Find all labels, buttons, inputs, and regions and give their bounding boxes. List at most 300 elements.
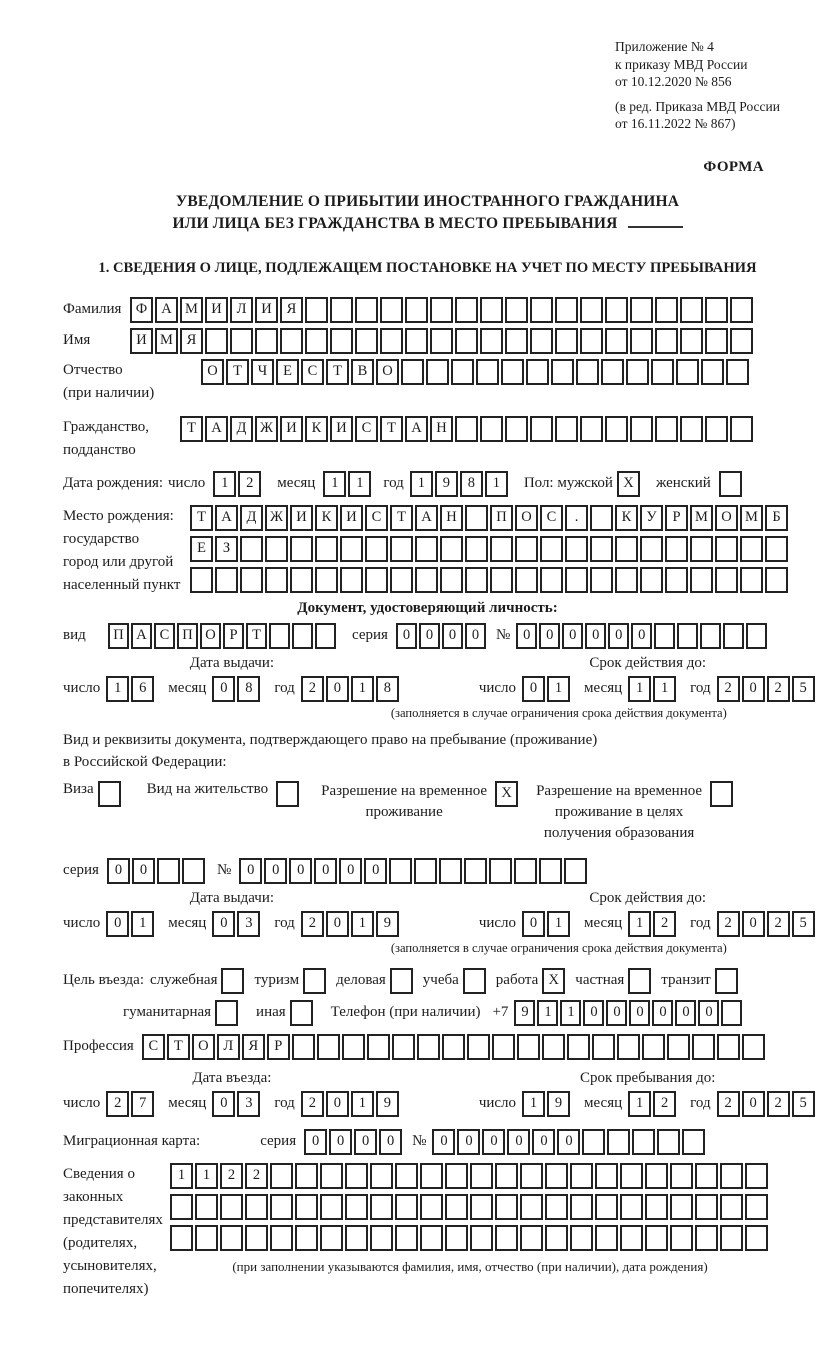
char-cell[interactable]: 0 (557, 1129, 580, 1155)
char-cell[interactable] (680, 328, 703, 354)
char-cell[interactable] (290, 567, 313, 593)
char-cell[interactable] (245, 1194, 268, 1220)
char-cell[interactable]: Я (180, 328, 203, 354)
char-cell[interactable]: Т (167, 1034, 190, 1060)
char-cell[interactable] (290, 536, 313, 562)
char-cell[interactable] (442, 1034, 465, 1060)
char-cell[interactable] (730, 328, 753, 354)
char-cell[interactable] (580, 328, 603, 354)
char-cell[interactable]: 0 (465, 623, 486, 649)
char-cell[interactable]: 0 (539, 623, 560, 649)
char-cell[interactable]: 0 (532, 1129, 555, 1155)
char-cell[interactable]: 1 (537, 1000, 558, 1026)
char-cell[interactable] (726, 359, 749, 385)
char-cell[interactable] (655, 416, 678, 442)
char-cell[interactable]: 0 (354, 1129, 377, 1155)
char-cell[interactable]: 0 (629, 1000, 650, 1026)
char-cell[interactable] (417, 1034, 440, 1060)
char-cell[interactable] (395, 1194, 418, 1220)
char-cell[interactable]: 0 (314, 858, 337, 884)
purpose-other-checkbox[interactable] (290, 1000, 313, 1026)
char-cell[interactable]: 1 (213, 471, 236, 497)
char-cell[interactable] (530, 297, 553, 323)
char-cell[interactable]: 8 (237, 676, 260, 702)
char-cell[interactable] (370, 1194, 393, 1220)
purpose-private-checkbox[interactable] (628, 968, 651, 994)
char-cell[interactable]: З (215, 536, 238, 562)
char-cell[interactable]: О (201, 359, 224, 385)
char-cell[interactable] (720, 1225, 743, 1251)
char-cell[interactable]: 9 (376, 911, 399, 937)
char-cell[interactable]: 0 (742, 1091, 765, 1117)
char-cell[interactable]: И (330, 416, 353, 442)
visa-checkbox[interactable] (98, 781, 121, 807)
char-cell[interactable]: Т (390, 505, 413, 531)
char-cell[interactable] (539, 858, 562, 884)
char-cell[interactable] (345, 1225, 368, 1251)
char-cell[interactable]: 0 (522, 676, 545, 702)
char-cell[interactable] (565, 536, 588, 562)
char-cell[interactable] (420, 1163, 443, 1189)
char-cell[interactable] (451, 359, 474, 385)
char-cell[interactable] (414, 858, 437, 884)
char-cell[interactable]: 0 (631, 623, 652, 649)
char-cell[interactable]: А (215, 505, 238, 531)
char-cell[interactable] (746, 623, 767, 649)
char-cell[interactable] (340, 567, 363, 593)
char-cell[interactable] (615, 536, 638, 562)
char-cell[interactable] (501, 359, 524, 385)
char-cell[interactable]: 1 (628, 676, 651, 702)
char-cell[interactable] (345, 1194, 368, 1220)
char-cell[interactable]: Д (230, 416, 253, 442)
char-cell[interactable]: С (142, 1034, 165, 1060)
char-cell[interactable]: 3 (237, 1091, 260, 1117)
char-cell[interactable]: 1 (547, 676, 570, 702)
residence-permit-checkbox[interactable] (276, 781, 299, 807)
char-cell[interactable] (520, 1194, 543, 1220)
char-cell[interactable] (315, 567, 338, 593)
char-cell[interactable] (170, 1225, 193, 1251)
char-cell[interactable]: 5 (792, 676, 815, 702)
char-cell[interactable]: Р (267, 1034, 290, 1060)
char-cell[interactable]: П (108, 623, 129, 649)
char-cell[interactable] (430, 297, 453, 323)
char-cell[interactable] (617, 1034, 640, 1060)
char-cell[interactable] (640, 567, 663, 593)
char-cell[interactable]: Д (240, 505, 263, 531)
char-cell[interactable]: 2 (717, 1091, 740, 1117)
char-cell[interactable] (670, 1163, 693, 1189)
char-cell[interactable] (265, 567, 288, 593)
char-cell[interactable]: А (155, 297, 178, 323)
char-cell[interactable] (700, 623, 721, 649)
char-cell[interactable]: А (131, 623, 152, 649)
char-cell[interactable] (540, 536, 563, 562)
char-cell[interactable] (390, 567, 413, 593)
char-cell[interactable] (590, 567, 613, 593)
char-cell[interactable]: 0 (419, 623, 440, 649)
char-cell[interactable]: 8 (376, 676, 399, 702)
char-cell[interactable] (740, 536, 763, 562)
char-cell[interactable]: 1 (170, 1163, 193, 1189)
char-cell[interactable] (315, 536, 338, 562)
char-cell[interactable] (705, 328, 728, 354)
char-cell[interactable]: Н (440, 505, 463, 531)
char-cell[interactable] (505, 416, 528, 442)
char-cell[interactable] (330, 328, 353, 354)
char-cell[interactable] (370, 1163, 393, 1189)
char-cell[interactable]: 2 (767, 1091, 790, 1117)
char-cell[interactable] (480, 416, 503, 442)
char-cell[interactable] (645, 1194, 668, 1220)
char-cell[interactable] (365, 567, 388, 593)
char-cell[interactable]: Е (276, 359, 299, 385)
char-cell[interactable] (401, 359, 424, 385)
char-cell[interactable] (489, 858, 512, 884)
char-cell[interactable] (677, 623, 698, 649)
char-cell[interactable] (395, 1225, 418, 1251)
char-cell[interactable] (320, 1225, 343, 1251)
char-cell[interactable] (220, 1225, 243, 1251)
char-cell[interactable] (295, 1163, 318, 1189)
char-cell[interactable]: 2 (301, 911, 324, 937)
char-cell[interactable]: Ж (265, 505, 288, 531)
char-cell[interactable]: И (205, 297, 228, 323)
char-cell[interactable] (392, 1034, 415, 1060)
char-cell[interactable] (495, 1163, 518, 1189)
char-cell[interactable]: О (376, 359, 399, 385)
char-cell[interactable]: П (177, 623, 198, 649)
char-cell[interactable] (526, 359, 549, 385)
char-cell[interactable]: И (280, 416, 303, 442)
char-cell[interactable]: Т (226, 359, 249, 385)
char-cell[interactable]: 0 (379, 1129, 402, 1155)
char-cell[interactable] (292, 623, 313, 649)
char-cell[interactable] (380, 297, 403, 323)
char-cell[interactable] (717, 1034, 740, 1060)
char-cell[interactable] (305, 297, 328, 323)
char-cell[interactable] (230, 328, 253, 354)
char-cell[interactable] (730, 416, 753, 442)
char-cell[interactable]: М (180, 297, 203, 323)
char-cell[interactable] (580, 297, 603, 323)
char-cell[interactable]: Р (665, 505, 688, 531)
char-cell[interactable]: И (255, 297, 278, 323)
char-cell[interactable] (170, 1194, 193, 1220)
char-cell[interactable] (670, 1225, 693, 1251)
char-cell[interactable] (255, 328, 278, 354)
char-cell[interactable] (270, 1194, 293, 1220)
char-cell[interactable] (680, 416, 703, 442)
char-cell[interactable] (595, 1163, 618, 1189)
char-cell[interactable] (240, 567, 263, 593)
char-cell[interactable] (515, 536, 538, 562)
char-cell[interactable]: 0 (608, 623, 629, 649)
char-cell[interactable] (530, 416, 553, 442)
char-cell[interactable] (645, 1163, 668, 1189)
char-cell[interactable] (467, 1034, 490, 1060)
char-cell[interactable] (480, 328, 503, 354)
char-cell[interactable] (465, 505, 488, 531)
char-cell[interactable] (676, 359, 699, 385)
char-cell[interactable] (215, 567, 238, 593)
char-cell[interactable] (551, 359, 574, 385)
char-cell[interactable] (620, 1225, 643, 1251)
char-cell[interactable] (342, 1034, 365, 1060)
char-cell[interactable] (520, 1225, 543, 1251)
char-cell[interactable]: М (690, 505, 713, 531)
purpose-tourism-checkbox[interactable] (303, 968, 326, 994)
char-cell[interactable] (455, 297, 478, 323)
char-cell[interactable]: Т (380, 416, 403, 442)
char-cell[interactable] (632, 1129, 655, 1155)
char-cell[interactable]: 2 (220, 1163, 243, 1189)
char-cell[interactable] (280, 328, 303, 354)
char-cell[interactable]: 9 (435, 471, 458, 497)
char-cell[interactable]: 0 (742, 676, 765, 702)
char-cell[interactable] (720, 1194, 743, 1220)
char-cell[interactable]: П (490, 505, 513, 531)
char-cell[interactable] (315, 623, 336, 649)
temp-residence-edu-checkbox[interactable] (710, 781, 733, 807)
char-cell[interactable]: 0 (742, 911, 765, 937)
char-cell[interactable] (567, 1034, 590, 1060)
char-cell[interactable]: 2 (238, 471, 261, 497)
char-cell[interactable] (380, 328, 403, 354)
char-cell[interactable]: А (415, 505, 438, 531)
char-cell[interactable]: 2 (767, 676, 790, 702)
char-cell[interactable] (205, 328, 228, 354)
purpose-transit-checkbox[interactable] (715, 968, 738, 994)
char-cell[interactable] (740, 567, 763, 593)
char-cell[interactable] (540, 567, 563, 593)
char-cell[interactable]: 0 (675, 1000, 696, 1026)
char-cell[interactable] (195, 1194, 218, 1220)
char-cell[interactable] (470, 1225, 493, 1251)
char-cell[interactable] (620, 1194, 643, 1220)
char-cell[interactable] (445, 1194, 468, 1220)
char-cell[interactable]: 1 (628, 911, 651, 937)
char-cell[interactable]: 2 (245, 1163, 268, 1189)
char-cell[interactable]: И (130, 328, 153, 354)
char-cell[interactable] (592, 1034, 615, 1060)
char-cell[interactable]: 0 (212, 676, 235, 702)
char-cell[interactable] (692, 1034, 715, 1060)
char-cell[interactable]: Я (280, 297, 303, 323)
char-cell[interactable] (582, 1129, 605, 1155)
char-cell[interactable] (355, 328, 378, 354)
char-cell[interactable]: 0 (339, 858, 362, 884)
char-cell[interactable]: 0 (507, 1129, 530, 1155)
char-cell[interactable] (492, 1034, 515, 1060)
char-cell[interactable] (665, 536, 688, 562)
char-cell[interactable]: 2 (767, 911, 790, 937)
char-cell[interactable] (730, 297, 753, 323)
char-cell[interactable] (430, 328, 453, 354)
char-cell[interactable]: 3 (237, 911, 260, 937)
char-cell[interactable]: 0 (329, 1129, 352, 1155)
char-cell[interactable] (415, 567, 438, 593)
char-cell[interactable] (705, 416, 728, 442)
char-cell[interactable] (514, 858, 537, 884)
char-cell[interactable] (642, 1034, 665, 1060)
char-cell[interactable]: 2 (301, 676, 324, 702)
char-cell[interactable] (670, 1194, 693, 1220)
char-cell[interactable]: 0 (516, 623, 537, 649)
char-cell[interactable]: 2 (717, 911, 740, 937)
char-cell[interactable] (270, 1163, 293, 1189)
char-cell[interactable] (555, 297, 578, 323)
char-cell[interactable] (420, 1225, 443, 1251)
char-cell[interactable] (440, 536, 463, 562)
char-cell[interactable]: 0 (132, 858, 155, 884)
char-cell[interactable]: 1 (628, 1091, 651, 1117)
char-cell[interactable]: С (154, 623, 175, 649)
char-cell[interactable]: 0 (326, 676, 349, 702)
char-cell[interactable] (695, 1163, 718, 1189)
char-cell[interactable]: 0 (442, 623, 463, 649)
purpose-study-checkbox[interactable] (463, 968, 486, 994)
char-cell[interactable] (595, 1194, 618, 1220)
char-cell[interactable] (715, 536, 738, 562)
char-cell[interactable] (195, 1225, 218, 1251)
char-cell[interactable] (515, 567, 538, 593)
char-cell[interactable]: 0 (652, 1000, 673, 1026)
char-cell[interactable] (620, 1163, 643, 1189)
char-cell[interactable]: 0 (106, 911, 129, 937)
char-cell[interactable]: 2 (653, 911, 676, 937)
char-cell[interactable] (645, 1225, 668, 1251)
char-cell[interactable] (345, 1163, 368, 1189)
char-cell[interactable] (565, 567, 588, 593)
char-cell[interactable] (605, 416, 628, 442)
char-cell[interactable]: 0 (482, 1129, 505, 1155)
char-cell[interactable]: 1 (351, 1091, 374, 1117)
char-cell[interactable]: К (615, 505, 638, 531)
char-cell[interactable] (395, 1163, 418, 1189)
char-cell[interactable] (576, 359, 599, 385)
char-cell[interactable]: 0 (396, 623, 417, 649)
char-cell[interactable] (476, 359, 499, 385)
char-cell[interactable] (680, 297, 703, 323)
char-cell[interactable] (265, 536, 288, 562)
char-cell[interactable] (715, 567, 738, 593)
char-cell[interactable]: 1 (351, 911, 374, 937)
char-cell[interactable] (542, 1034, 565, 1060)
char-cell[interactable] (420, 1194, 443, 1220)
char-cell[interactable] (465, 536, 488, 562)
char-cell[interactable]: М (740, 505, 763, 531)
char-cell[interactable]: 0 (212, 1091, 235, 1117)
purpose-humanitarian-checkbox[interactable] (215, 1000, 238, 1026)
char-cell[interactable] (464, 858, 487, 884)
char-cell[interactable] (470, 1194, 493, 1220)
char-cell[interactable]: Т (180, 416, 203, 442)
char-cell[interactable]: У (640, 505, 663, 531)
char-cell[interactable] (745, 1163, 768, 1189)
char-cell[interactable] (470, 1163, 493, 1189)
char-cell[interactable]: Т (246, 623, 267, 649)
char-cell[interactable]: 0 (457, 1129, 480, 1155)
char-cell[interactable] (370, 1225, 393, 1251)
char-cell[interactable] (317, 1034, 340, 1060)
char-cell[interactable] (630, 297, 653, 323)
char-cell[interactable] (517, 1034, 540, 1060)
char-cell[interactable] (340, 536, 363, 562)
char-cell[interactable]: 0 (583, 1000, 604, 1026)
char-cell[interactable] (426, 359, 449, 385)
char-cell[interactable]: 0 (364, 858, 387, 884)
char-cell[interactable]: 0 (304, 1129, 327, 1155)
char-cell[interactable] (545, 1163, 568, 1189)
char-cell[interactable]: 0 (289, 858, 312, 884)
char-cell[interactable]: А (405, 416, 428, 442)
char-cell[interactable]: 1 (485, 471, 508, 497)
char-cell[interactable] (295, 1194, 318, 1220)
char-cell[interactable] (640, 536, 663, 562)
char-cell[interactable]: Я (242, 1034, 265, 1060)
char-cell[interactable]: 0 (264, 858, 287, 884)
char-cell[interactable]: 7 (131, 1091, 154, 1117)
char-cell[interactable]: 1 (653, 676, 676, 702)
char-cell[interactable] (190, 567, 213, 593)
char-cell[interactable]: 0 (522, 911, 545, 937)
char-cell[interactable]: 5 (792, 1091, 815, 1117)
char-cell[interactable] (405, 328, 428, 354)
char-cell[interactable]: А (205, 416, 228, 442)
char-cell[interactable] (320, 1194, 343, 1220)
char-cell[interactable] (245, 1225, 268, 1251)
char-cell[interactable] (580, 416, 603, 442)
char-cell[interactable] (655, 328, 678, 354)
char-cell[interactable] (657, 1129, 680, 1155)
char-cell[interactable]: Ф (130, 297, 153, 323)
char-cell[interactable]: 0 (326, 911, 349, 937)
char-cell[interactable] (545, 1194, 568, 1220)
char-cell[interactable]: 1 (522, 1091, 545, 1117)
char-cell[interactable] (695, 1225, 718, 1251)
char-cell[interactable] (520, 1163, 543, 1189)
char-cell[interactable] (723, 623, 744, 649)
char-cell[interactable]: С (540, 505, 563, 531)
char-cell[interactable] (665, 567, 688, 593)
char-cell[interactable] (320, 1163, 343, 1189)
char-cell[interactable] (607, 1129, 630, 1155)
purpose-work-checkbox[interactable]: X (542, 968, 565, 994)
char-cell[interactable] (690, 567, 713, 593)
char-cell[interactable] (240, 536, 263, 562)
char-cell[interactable]: К (305, 416, 328, 442)
char-cell[interactable]: О (200, 623, 221, 649)
char-cell[interactable]: 0 (585, 623, 606, 649)
char-cell[interactable] (555, 416, 578, 442)
char-cell[interactable] (465, 567, 488, 593)
char-cell[interactable] (405, 297, 428, 323)
char-cell[interactable] (590, 505, 613, 531)
char-cell[interactable]: 0 (212, 911, 235, 937)
char-cell[interactable] (626, 359, 649, 385)
char-cell[interactable]: 8 (460, 471, 483, 497)
char-cell[interactable] (365, 536, 388, 562)
char-cell[interactable] (555, 328, 578, 354)
char-cell[interactable] (742, 1034, 765, 1060)
char-cell[interactable] (182, 858, 205, 884)
char-cell[interactable] (389, 858, 412, 884)
char-cell[interactable] (601, 359, 624, 385)
char-cell[interactable]: С (301, 359, 324, 385)
char-cell[interactable] (655, 297, 678, 323)
